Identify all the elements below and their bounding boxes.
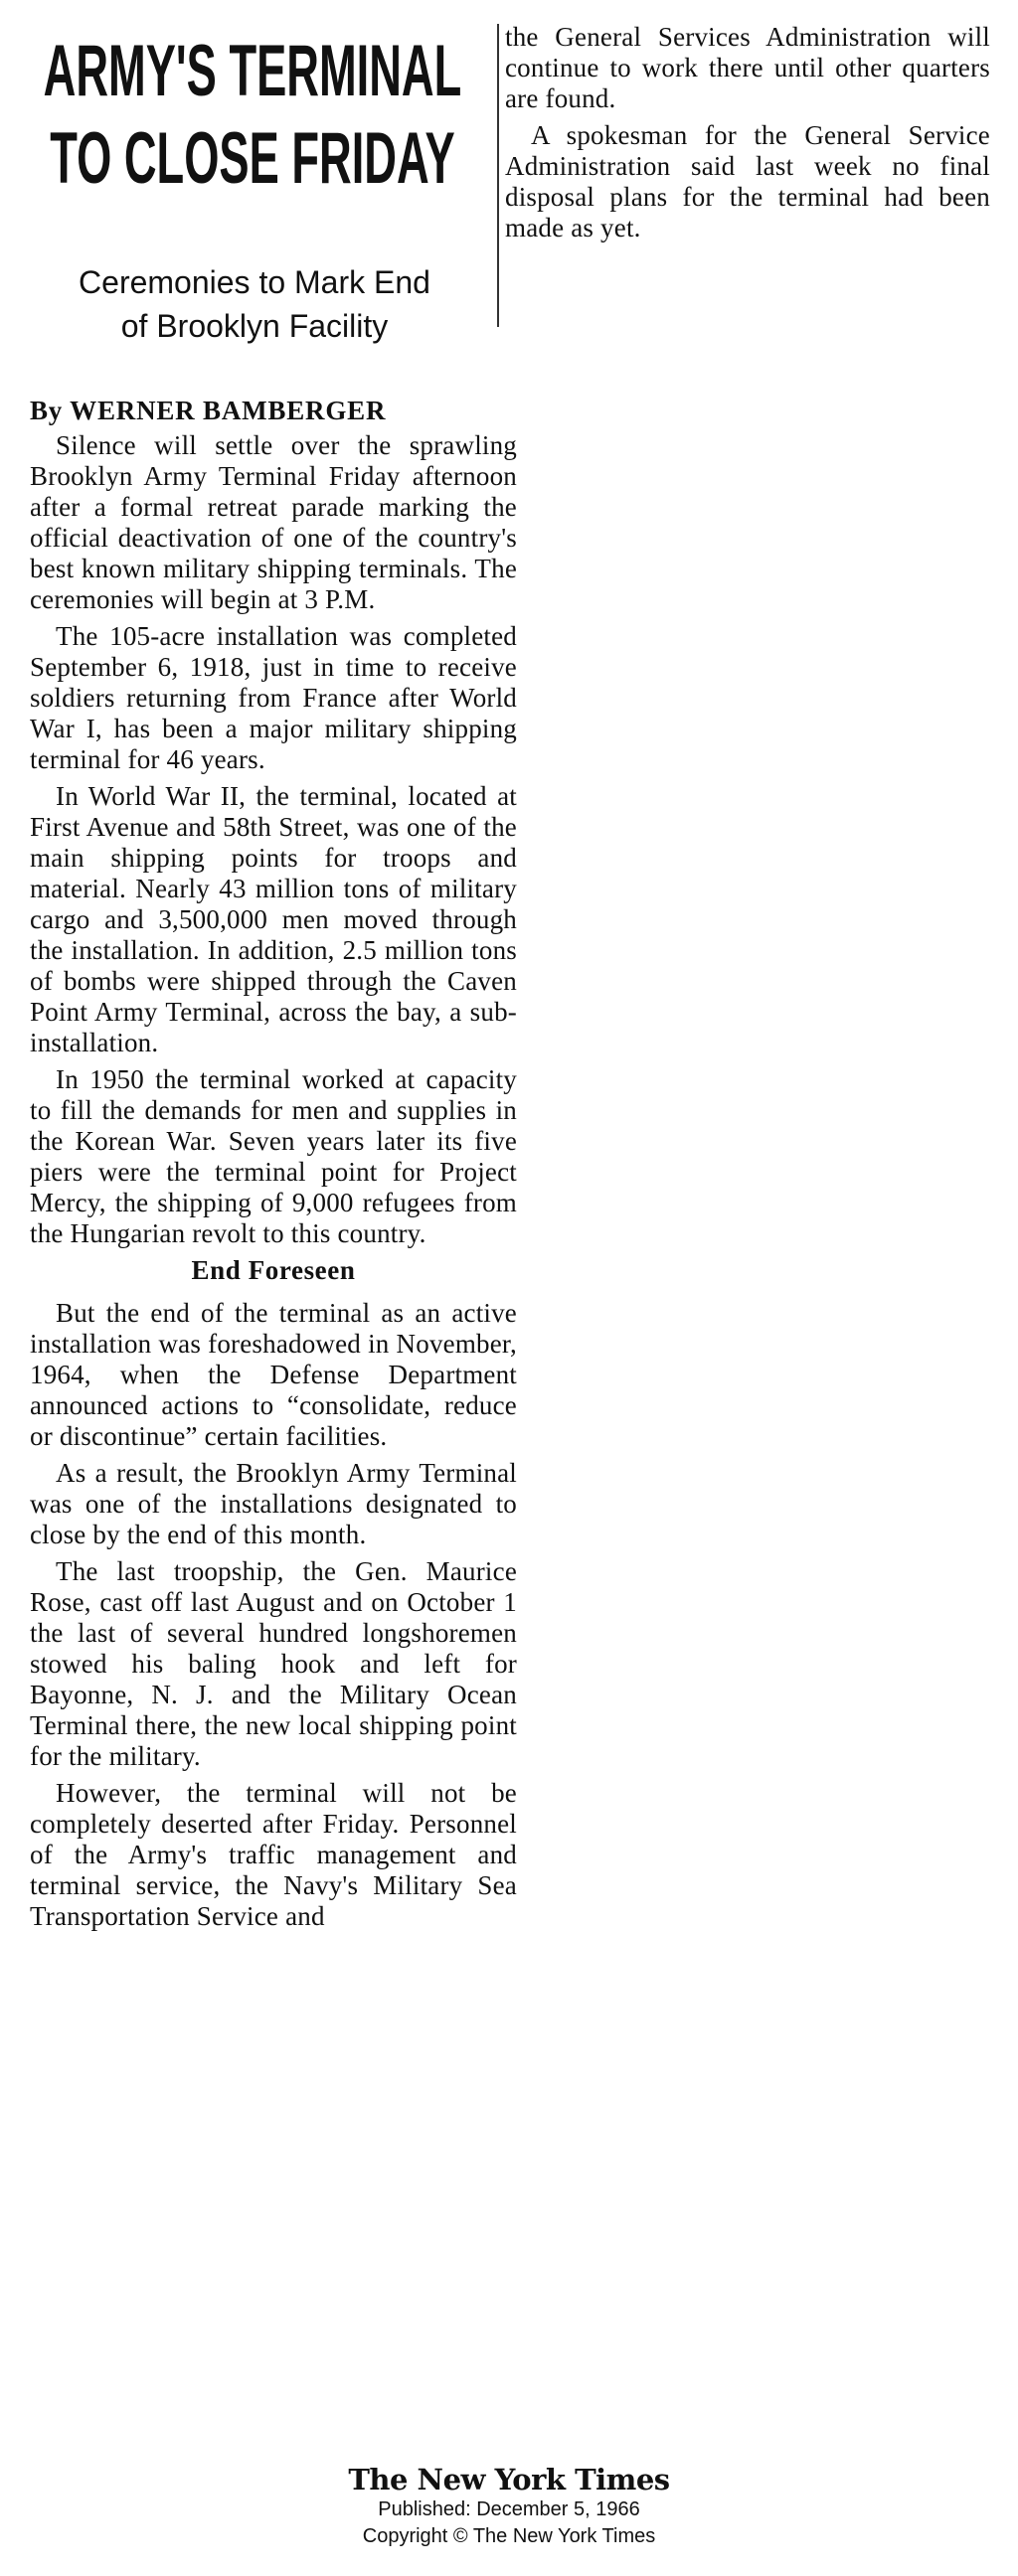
article-paragraph: The 105-acre installation was completed September 6, 1918, just in time to receive soldiers returning from France after World War I, has been a major military shipping terminal for 46 years. — [30, 621, 517, 774]
article-paragraph: The last troopship, the Gen. Maurice Rose, cast off last August and on October 1 the last of several hundred longshoremen stowed his baling hook and left for Bayonne, N. J. and the Military Ocean Terminal there, the new local shipping point for the military. — [30, 1556, 517, 1771]
article-paragraph: A spokesman for the General Service Administration said last week no final disposal plans for the terminal had been made as yet. — [505, 120, 990, 242]
copyright-notice: Copyright © The New York Times — [362, 2525, 656, 2547]
article-column-left — [30, 396, 517, 1938]
headline-line-1: ARMY'S TERMINAL — [43, 31, 462, 111]
subheadline-line-2: of Brooklyn Facility — [120, 308, 389, 344]
article-paragraph: As a result, the Brooklyn Army Terminal was one of the installations designated to close by the end of this month. — [30, 1458, 517, 1549]
subheadline-line-1: Ceremonies to Mark End — [79, 264, 430, 300]
subheadline — [10, 260, 499, 348]
headline-line-2: TO CLOSE FRIDAY — [50, 118, 455, 199]
article-column-right — [505, 22, 990, 249]
headline — [10, 28, 462, 203]
article-paragraph: In World War II, the terminal, located at First Avenue and 58th Street, was one of the main shipping points for troops and material. Nearly 43 million tons of military cargo and 3,500,000 men moved through the installation. In addition, 2.5 million tons of bombs were shipped through the Caven Point Army Terminal, across the bay, a sub-installation. — [30, 781, 517, 1057]
byline: By WERNER BAMBERGER — [30, 396, 387, 425]
published-date: Published: December 5, 1966 — [378, 2498, 640, 2520]
footer — [0, 2463, 1018, 2550]
masthead-logo: The New York Times — [348, 2463, 670, 2496]
article-paragraph: However, the terminal will not be completely deserted after Friday. Personnel of the Army's traffic management and terminal service, the Navy's Military Sea Transportation Service and — [30, 1778, 517, 1931]
article-paragraph: But the end of the terminal as an active installation was foreshadowed in November, 1964, when the Defense Department announced actions to “consolidate, reduce or discontinue” certain facilities. — [30, 1298, 517, 1451]
column-divider — [497, 24, 499, 327]
article-paragraph: the General Services Administration will continue to work there until other quarters are found. — [505, 22, 990, 113]
section-subhead: End Foreseen — [191, 1255, 356, 1285]
article-paragraph: In 1950 the terminal worked at capacity to fill the demands for men and supplies in the Korean War. Seven years later its five piers were the terminal point for Project Mercy, the shipping of 9,000 refugees from the Hungarian revolt to this country. — [30, 1064, 517, 1248]
article-paragraph: Silence will settle over the sprawling Brooklyn Army Terminal Friday afternoon after a formal retreat parade marking the official deactivation of one of the country's best known military shipping terminals. The ceremonies will begin at 3 P.M. — [30, 430, 517, 614]
